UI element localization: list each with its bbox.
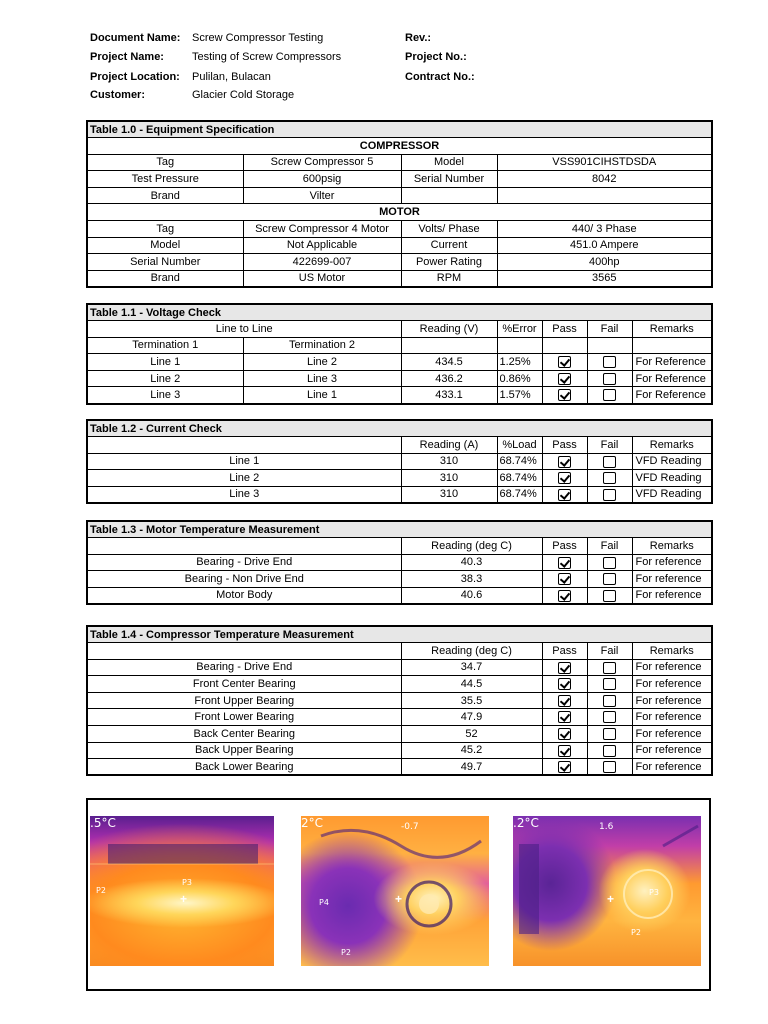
spec-value: 451.0 Ampere	[497, 237, 712, 254]
column-header: Pass	[542, 538, 587, 555]
reading-cell: 433.1	[401, 387, 497, 404]
fail-cell	[587, 370, 632, 387]
pass-checkbox[interactable]	[558, 761, 571, 773]
spec-value: 422699-007	[243, 254, 401, 271]
header-label: Customer:	[90, 89, 146, 101]
thermal-detail-overlay	[301, 816, 489, 966]
table-row	[87, 387, 712, 404]
column-header: Line to Line	[87, 321, 401, 338]
remarks-cell: For Reference	[632, 354, 712, 371]
table-row	[87, 370, 712, 387]
reading-cell: 310	[401, 470, 497, 487]
reading-cell: 34.7	[401, 659, 542, 676]
spot-label: P4	[319, 898, 329, 907]
pass-cell	[542, 354, 587, 371]
header-label: Project Name:	[90, 51, 164, 63]
spec-value: VSS901CIHSTDSDA	[497, 154, 712, 171]
contract-no-label: Contract No.:	[405, 71, 475, 83]
reading-cell: 49.7	[401, 759, 542, 776]
reading-cell: 45.2	[401, 742, 542, 759]
crosshair-icon: +	[395, 892, 403, 906]
spec-label: Tag	[87, 154, 243, 171]
spec-value: Vilter	[243, 187, 401, 204]
customer-value: Glacier Cold Storage	[192, 89, 295, 101]
spec-value: 8042	[497, 171, 712, 188]
spec-value: 400hp	[497, 254, 712, 271]
table-row	[87, 470, 712, 487]
spec-label: RPM	[401, 270, 497, 287]
thermal-image	[90, 816, 274, 966]
spec-label	[401, 187, 497, 204]
project-location-value: Pulilan, Bulacan	[192, 71, 271, 83]
remarks-cell: VFD Reading	[632, 470, 712, 487]
column-header: Pass	[542, 321, 587, 338]
remarks-cell: For reference	[632, 742, 712, 759]
fail-cell	[587, 742, 632, 759]
reading-cell: 44.5	[401, 676, 542, 693]
header-label: Project Location:	[90, 71, 180, 83]
pass-checkbox[interactable]	[558, 489, 571, 501]
termination-1-cell: Line 2	[87, 370, 243, 387]
fail-cell	[587, 726, 632, 743]
table-row	[87, 587, 712, 604]
fail-checkbox[interactable]	[603, 695, 616, 707]
termination-2-cell: Line 2	[243, 354, 401, 371]
pass-cell	[542, 587, 587, 604]
column-header: Remarks	[632, 643, 712, 660]
spot-label: P2	[341, 948, 351, 957]
fail-cell	[587, 354, 632, 371]
fail-cell	[587, 470, 632, 487]
motor-temperature-table	[86, 520, 713, 605]
column-header: Termination 2	[243, 337, 401, 354]
spec-label: Model	[87, 237, 243, 254]
temperature-label: .2°C	[513, 816, 539, 830]
table-title: Table 1.3 - Motor Temperature Measurement	[87, 521, 712, 538]
reading-cell: 35.5	[401, 692, 542, 709]
remarks-cell: For reference	[632, 709, 712, 726]
remarks-cell: For reference	[632, 676, 712, 693]
pass-checkbox[interactable]	[558, 662, 571, 674]
table-row	[87, 221, 712, 238]
item-cell: Front Upper Bearing	[87, 692, 401, 709]
remarks-cell: For reference	[632, 726, 712, 743]
table-subheader-row	[87, 337, 712, 354]
thermal-detail-overlay	[513, 816, 701, 966]
remarks-cell: For reference	[632, 554, 712, 571]
project-no-label: Project No.:	[405, 51, 467, 63]
spot-label: P3	[649, 888, 659, 897]
table-row	[87, 742, 712, 759]
pass-checkbox[interactable]	[558, 573, 571, 585]
spec-value: Screw Compressor 5	[243, 154, 401, 171]
spec-label: Brand	[87, 270, 243, 287]
spec-label: Brand	[87, 187, 243, 204]
fail-checkbox[interactable]	[603, 472, 616, 484]
table-header-row	[87, 437, 712, 454]
column-header: Remarks	[632, 538, 712, 555]
table-header-row	[87, 643, 712, 660]
spec-label: Serial Number	[87, 254, 243, 271]
temperature-label: 2°C	[301, 816, 324, 830]
table-row	[87, 254, 712, 271]
fail-cell	[587, 387, 632, 404]
table-header-row	[87, 538, 712, 555]
compressor-heading: COMPRESSOR	[87, 138, 712, 155]
column-header: Fail	[587, 437, 632, 454]
table-title: Table 1.0 - Equipment Specification	[87, 121, 712, 138]
spec-value: 600psig	[243, 171, 401, 188]
fail-cell	[587, 587, 632, 604]
table-row	[87, 571, 712, 588]
fail-cell	[587, 453, 632, 470]
pass-checkbox[interactable]	[558, 728, 571, 740]
fail-checkbox[interactable]	[603, 389, 616, 401]
column-header: Reading (V)	[401, 321, 497, 338]
center-value: 1.6	[599, 822, 614, 832]
fail-cell	[587, 571, 632, 588]
spec-label: Model	[401, 154, 497, 171]
pass-checkbox[interactable]	[558, 389, 571, 401]
column-header: Fail	[587, 538, 632, 555]
line-cell: Line 3	[87, 486, 401, 503]
pass-checkbox[interactable]	[558, 745, 571, 757]
fail-checkbox[interactable]	[603, 711, 616, 723]
pass-cell	[542, 709, 587, 726]
table-row	[87, 453, 712, 470]
fail-cell	[587, 554, 632, 571]
spec-value	[497, 187, 712, 204]
fail-cell	[587, 709, 632, 726]
reading-cell: 434.5	[401, 354, 497, 371]
spec-label: Tag	[87, 221, 243, 238]
table-row	[87, 486, 712, 503]
fail-checkbox[interactable]	[603, 745, 616, 757]
remarks-cell: For Reference	[632, 370, 712, 387]
column-header: Reading (A)	[401, 437, 497, 454]
reading-cell: 38.3	[401, 571, 542, 588]
error-cell: 0.86%	[497, 370, 542, 387]
pass-cell	[542, 370, 587, 387]
pass-cell	[542, 726, 587, 743]
remarks-cell: For reference	[632, 587, 712, 604]
remarks-cell: For reference	[632, 571, 712, 588]
fail-checkbox[interactable]	[603, 678, 616, 690]
table-row	[87, 709, 712, 726]
spot-label: P2	[631, 928, 641, 937]
item-cell: Front Lower Bearing	[87, 709, 401, 726]
fail-checkbox[interactable]	[603, 590, 616, 602]
column-header: Reading (deg C)	[401, 538, 542, 555]
pass-cell	[542, 742, 587, 759]
termination-2-cell: Line 3	[243, 370, 401, 387]
voltage-check-table	[86, 303, 713, 405]
fail-cell	[587, 659, 632, 676]
fail-checkbox[interactable]	[603, 662, 616, 674]
reading-cell: 47.9	[401, 709, 542, 726]
fail-cell	[587, 759, 632, 776]
fail-checkbox[interactable]	[603, 573, 616, 585]
crosshair-icon: +	[180, 892, 188, 906]
thermal-image	[301, 816, 489, 966]
pass-cell	[542, 692, 587, 709]
spec-label: Serial Number	[401, 171, 497, 188]
table-row	[87, 354, 712, 371]
table-row	[87, 237, 712, 254]
remarks-cell: VFD Reading	[632, 453, 712, 470]
remarks-cell: For Reference	[632, 387, 712, 404]
remarks-cell: For reference	[632, 692, 712, 709]
table-header-row	[87, 321, 712, 338]
motor-heading: MOTOR	[87, 204, 712, 221]
project-name-value: Testing of Screw Compressors	[192, 51, 342, 63]
item-cell: Back Lower Bearing	[87, 759, 401, 776]
column-header: Pass	[542, 643, 587, 660]
error-cell: 1.25%	[497, 354, 542, 371]
spec-label: Volts/ Phase	[401, 221, 497, 238]
pass-checkbox[interactable]	[558, 373, 571, 385]
item-cell: Motor Body	[87, 587, 401, 604]
column-header: Remarks	[632, 437, 712, 454]
fail-checkbox[interactable]	[603, 557, 616, 569]
table-row	[87, 171, 712, 188]
table-row	[87, 154, 712, 171]
pass-checkbox[interactable]	[558, 557, 571, 569]
column-header: Fail	[587, 321, 632, 338]
reading-cell: 310	[401, 486, 497, 503]
item-cell: Bearing - Non Drive End	[87, 571, 401, 588]
spot-label: P3	[182, 878, 192, 887]
table-row	[87, 676, 712, 693]
load-cell: 68.74%	[497, 486, 542, 503]
spec-value: Not Applicable	[243, 237, 401, 254]
column-header: Fail	[587, 643, 632, 660]
current-check-table	[86, 419, 713, 504]
center-value: -0.7	[401, 822, 419, 832]
fail-checkbox[interactable]	[603, 356, 616, 368]
fail-checkbox[interactable]	[603, 728, 616, 740]
pass-checkbox[interactable]	[558, 356, 571, 368]
item-cell: Bearing - Drive End	[87, 554, 401, 571]
line-cell: Line 1	[87, 453, 401, 470]
spot-label: P2	[96, 886, 106, 895]
fail-checkbox[interactable]	[603, 456, 616, 468]
pass-checkbox[interactable]	[558, 456, 571, 468]
column-header: %Error	[497, 321, 542, 338]
pass-cell	[542, 486, 587, 503]
remarks-cell: For reference	[632, 659, 712, 676]
pass-cell	[542, 659, 587, 676]
fail-checkbox[interactable]	[603, 373, 616, 385]
pass-checkbox[interactable]	[558, 472, 571, 484]
table-row	[87, 659, 712, 676]
crosshair-icon: +	[607, 892, 615, 906]
item-cell: Front Center Bearing	[87, 676, 401, 693]
spec-label: Current	[401, 237, 497, 254]
column-header: Reading (deg C)	[401, 643, 542, 660]
document-name-value: Screw Compressor Testing	[192, 32, 324, 44]
fail-cell	[587, 692, 632, 709]
pass-checkbox[interactable]	[558, 678, 571, 690]
table-row	[87, 270, 712, 287]
spec-label: Power Rating	[401, 254, 497, 271]
compressor-temperature-table	[86, 625, 713, 776]
temperature-label: .5°C	[90, 816, 116, 830]
item-cell: Bearing - Drive End	[87, 659, 401, 676]
fail-cell	[587, 676, 632, 693]
pass-cell	[542, 676, 587, 693]
termination-1-cell: Line 3	[87, 387, 243, 404]
spec-value: 440/ 3 Phase	[497, 221, 712, 238]
spec-value: US Motor	[243, 270, 401, 287]
pass-cell	[542, 571, 587, 588]
fail-checkbox[interactable]	[603, 489, 616, 501]
line-cell: Line 2	[87, 470, 401, 487]
table-row	[87, 692, 712, 709]
table-row	[87, 759, 712, 776]
load-cell: 68.74%	[497, 470, 542, 487]
table-row	[87, 554, 712, 571]
table-row	[87, 187, 712, 204]
remarks-cell: VFD Reading	[632, 486, 712, 503]
table-row	[87, 726, 712, 743]
column-header: %Load	[497, 437, 542, 454]
reading-cell: 40.6	[401, 587, 542, 604]
table-title: Table 1.4 - Compressor Temperature Measurement	[87, 626, 712, 643]
column-header: Termination 1	[87, 337, 243, 354]
spec-value: Screw Compressor 4 Motor	[243, 221, 401, 238]
column-header: Pass	[542, 437, 587, 454]
column-header: Remarks	[632, 321, 712, 338]
pass-checkbox[interactable]	[558, 590, 571, 602]
pass-cell	[542, 759, 587, 776]
thermal-detail-overlay	[90, 816, 274, 966]
table-title: Table 1.2 - Current Check	[87, 420, 712, 437]
error-cell: 1.57%	[497, 387, 542, 404]
spec-value: 3565	[497, 270, 712, 287]
reading-cell: 436.2	[401, 370, 497, 387]
item-cell: Back Center Bearing	[87, 726, 401, 743]
pass-checkbox[interactable]	[558, 711, 571, 723]
table-title: Table 1.1 - Voltage Check	[87, 304, 712, 321]
termination-2-cell: Line 1	[243, 387, 401, 404]
pass-cell	[542, 453, 587, 470]
pass-cell	[542, 554, 587, 571]
spec-label: Test Pressure	[87, 171, 243, 188]
equipment-specification-table	[86, 120, 713, 288]
pass-cell	[542, 470, 587, 487]
rev-label: Rev.:	[405, 32, 432, 44]
termination-1-cell: Line 1	[87, 354, 243, 371]
reading-cell: 52	[401, 726, 542, 743]
item-cell: Back Upper Bearing	[87, 742, 401, 759]
thermal-image	[513, 816, 701, 966]
fail-cell	[587, 486, 632, 503]
reading-cell: 310	[401, 453, 497, 470]
remarks-cell: For reference	[632, 759, 712, 776]
pass-cell	[542, 387, 587, 404]
reading-cell: 40.3	[401, 554, 542, 571]
header-label: Document Name:	[90, 32, 181, 44]
load-cell: 68.74%	[497, 453, 542, 470]
fail-checkbox[interactable]	[603, 761, 616, 773]
pass-checkbox[interactable]	[558, 695, 571, 707]
